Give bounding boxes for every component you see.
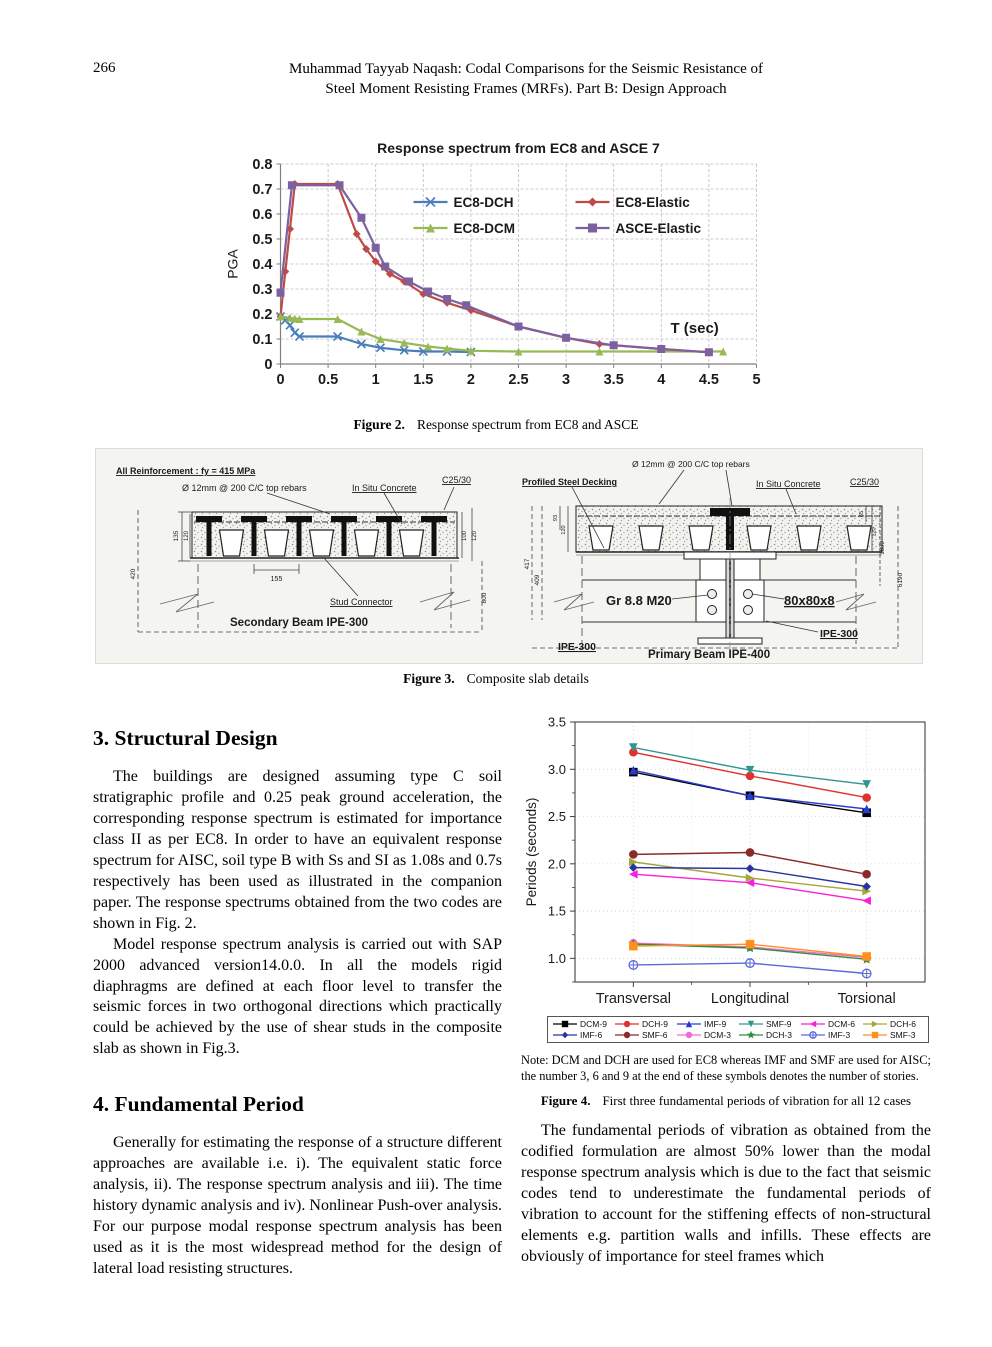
legend-entry-DCM-3: DCM-3 bbox=[676, 1030, 738, 1040]
dim-135: 135 bbox=[173, 530, 180, 542]
section-4-paragraph-1: Generally for estimating the response of a structure different approaches are available i.e. i). The equivalent static force analysis, ii). The response spectrum analysis and iii). The time history dynamic analysis and iv). Nonlinear Push-over analysis. For our purpose modal response spectrum analysis has been used as it is the most widespread method for the design of lateral load resisting structures. bbox=[93, 1134, 502, 1278]
decking-label: Profiled Steel Decking bbox=[522, 477, 618, 487]
header-title-line1: Muhammad Tayyab Naqash: Codal Comparisons for the Seismic Resistance of bbox=[288, 61, 763, 77]
dim-420: 420 bbox=[130, 568, 137, 580]
ipe300-left-label: IPE-300 bbox=[558, 641, 596, 653]
svg-text:Transversal: Transversal bbox=[595, 991, 671, 1007]
figure4-caption-text: First three fundamental periods of vibration for all 12 cases bbox=[602, 1093, 912, 1108]
svg-text:0.8: 0.8 bbox=[252, 157, 273, 173]
plate-label: 80x80x8 bbox=[784, 593, 835, 608]
figure2-response-spectrum-chart bbox=[224, 138, 769, 400]
svg-text:EC8-DCH: EC8-DCH bbox=[453, 195, 514, 210]
figure4-caption-label: Figure 4. bbox=[540, 1093, 591, 1108]
figure3-panel bbox=[95, 448, 923, 664]
svg-text:0.6: 0.6 bbox=[252, 207, 273, 223]
dim-417: 417 bbox=[524, 558, 531, 570]
section-4-paragraph-2: The fundamental periods of vibration as obtained from the codified formulation are almost 50% lower than the modal response spectrum analysis which is due to the fact that seismic codes tend to underestimate the fundamental periods of vibration to account for the stiffening effects of non-structural elements e.g. partition walls and infills. These effects are obviously of importance for steel frames which bbox=[521, 1122, 931, 1265]
figure3-caption-label: Figure 3. bbox=[403, 671, 455, 686]
deck-void bbox=[310, 530, 334, 556]
rebar-label: Ø 12mm @ 200 C/C top rebars bbox=[182, 483, 307, 493]
dim-1600: 1600 bbox=[880, 541, 886, 555]
right-column bbox=[521, 714, 931, 1280]
svg-text:T (sec): T (sec) bbox=[670, 319, 719, 337]
svg-text:1.5: 1.5 bbox=[413, 372, 434, 388]
svg-text:0.2: 0.2 bbox=[252, 307, 273, 323]
figure4-legend bbox=[547, 1016, 929, 1043]
legend-entry-DCH-9: DCH-9 bbox=[614, 1019, 676, 1029]
svg-text:3: 3 bbox=[562, 372, 571, 388]
legend-entry-DCH-3: DCH-3 bbox=[738, 1030, 800, 1040]
legend-entry-DCM-6: DCM-6 bbox=[800, 1019, 862, 1029]
svg-text:0.5: 0.5 bbox=[318, 372, 339, 388]
figure3-caption bbox=[0, 671, 992, 687]
svg-text:Periods (seconds): Periods (seconds) bbox=[524, 797, 539, 907]
svg-text:1.5: 1.5 bbox=[547, 903, 566, 919]
svg-text:Response spectrum from EC8 and: Response spectrum from EC8 and ASCE 7 bbox=[377, 140, 660, 156]
svg-text:2: 2 bbox=[466, 372, 475, 388]
section-4-heading: 4. Fundamental Period bbox=[93, 1092, 304, 1117]
dim-409: 409 bbox=[534, 574, 541, 586]
legend-entry-SMF-9: SMF-9 bbox=[738, 1019, 800, 1029]
svg-text:1.0: 1.0 bbox=[547, 950, 566, 966]
figure4-caption bbox=[521, 1093, 931, 1109]
svg-text:2.5: 2.5 bbox=[547, 809, 566, 825]
ipe300-right-label: IPE-300 bbox=[820, 628, 858, 640]
svg-text:0: 0 bbox=[276, 372, 285, 388]
svg-text:EC8-DCM: EC8-DCM bbox=[453, 221, 516, 236]
reinforcement-note: All Reinforcement : fy = 415 MPa bbox=[116, 466, 256, 476]
legend-entry-IMF-9: IMF-9 bbox=[676, 1019, 738, 1029]
figure3-right-drawing bbox=[514, 452, 914, 660]
svg-text:EC8-Elastic: EC8-Elastic bbox=[615, 195, 690, 210]
svg-text:0.5: 0.5 bbox=[252, 232, 273, 248]
svg-text:PGA: PGA bbox=[224, 249, 241, 279]
svg-text:1: 1 bbox=[371, 372, 380, 388]
figure2-caption bbox=[0, 417, 992, 433]
legend-entry-SMF-3: SMF-3 bbox=[862, 1030, 924, 1040]
primary-beam-label: Primary Beam IPE-400 bbox=[648, 649, 771, 660]
dim-155: 155 bbox=[270, 576, 283, 583]
stud-label: Stud Connector bbox=[330, 597, 393, 607]
svg-text:ASCE-Elastic: ASCE-Elastic bbox=[615, 221, 702, 236]
svg-text:2.0: 2.0 bbox=[547, 856, 566, 872]
deck-void bbox=[400, 530, 424, 556]
dim-120: 120 bbox=[184, 530, 190, 542]
grade-label: C25/30 bbox=[850, 477, 880, 487]
dim-800: 800 bbox=[481, 592, 488, 604]
legend-entry-IMF-6: IMF-6 bbox=[552, 1030, 614, 1040]
svg-text:0: 0 bbox=[264, 357, 273, 373]
svg-text:0.7: 0.7 bbox=[252, 182, 273, 198]
legend-entry-SMF-6: SMF-6 bbox=[614, 1030, 676, 1040]
legend-entry-DCH-6: DCH-6 bbox=[862, 1019, 924, 1029]
svg-text:0.3: 0.3 bbox=[252, 282, 273, 298]
dim-6190: 6190 bbox=[897, 572, 904, 588]
page-number: 266 bbox=[93, 60, 116, 76]
legend-entry-DCM-9: DCM-9 bbox=[552, 1019, 614, 1029]
svg-text:3.5: 3.5 bbox=[603, 372, 624, 388]
svg-text:Torsional: Torsional bbox=[837, 991, 896, 1007]
dim-65: 65 bbox=[859, 510, 865, 518]
dim-120b: 120 bbox=[472, 530, 478, 542]
section-3-heading: 3. Structural Design bbox=[93, 726, 278, 750]
dim-120b: 120 bbox=[871, 527, 878, 537]
section-3-paragraph-2: Model response spectrum analysis is carried out with SAP 2000 advanced version14.0.0. In all the models rigid diaphragms are defined at each floor level to transfer the seismic forces in two orthogonal directions which practically could be achieved by the use of shear studs in the composite slab as shown in Fig.3. bbox=[93, 935, 502, 1058]
figure2-caption-label: Figure 2. bbox=[353, 417, 405, 432]
figure3-caption-text: Composite slab details bbox=[466, 671, 589, 686]
rebar-label: Ø 12mm @ 200 C/C top rebars bbox=[632, 459, 750, 469]
svg-text:4: 4 bbox=[657, 372, 666, 388]
svg-text:5: 5 bbox=[752, 372, 761, 388]
dim-93: 93 bbox=[553, 514, 559, 522]
figure2 bbox=[224, 138, 769, 400]
two-column-body bbox=[93, 714, 931, 1280]
concrete-label: In Situ Concrete bbox=[756, 479, 821, 489]
legend-entry-IMF-3: IMF-3 bbox=[800, 1030, 862, 1040]
figure4-note: Note: DCM and DCH are used for EC8 whereas IMF and SMF are used for AISC; the number 3, 6 and 9 at the end of these symbols denotes the number of stories. bbox=[521, 1053, 931, 1083]
bolt-label: Gr 8.8 M20 bbox=[606, 593, 672, 608]
svg-text:4.5: 4.5 bbox=[698, 372, 719, 388]
svg-text:2.5: 2.5 bbox=[508, 372, 529, 388]
section-3-paragraph-1: The buildings are designed assuming type C soil stratigraphic profile and 0.25 peak ground acceleration, the corresponding response spectrum is estimated for importance class II as per EC8. In order to have an equivalent response spectrum for AISC, soil type B with Ss and SI as 1.08s and 0.7s respectively has been used as illustrated in the companion paper. The response spectrums obtained from the two codes are shown in Fig. 2. bbox=[93, 768, 502, 932]
svg-text:3.5: 3.5 bbox=[547, 714, 566, 730]
concrete-label: In Situ Concrete bbox=[352, 483, 417, 493]
deck-void bbox=[220, 530, 244, 556]
figure2-caption-text: Response spectrum from EC8 and ASCE bbox=[416, 417, 639, 432]
deck-void bbox=[265, 530, 289, 556]
grade-label: C25/30 bbox=[442, 475, 472, 485]
svg-text:3.0: 3.0 bbox=[547, 761, 566, 777]
figure3-left-drawing bbox=[102, 452, 502, 660]
left-column bbox=[93, 714, 502, 1280]
dim-120: 120 bbox=[561, 525, 567, 535]
svg-text:0.4: 0.4 bbox=[252, 257, 273, 273]
dim-100: 100 bbox=[462, 530, 468, 542]
svg-text:Longitudinal: Longitudinal bbox=[710, 991, 790, 1007]
figure4-periods-chart bbox=[521, 714, 933, 1012]
deck-void bbox=[355, 530, 379, 556]
header-title-line2: Steel Moment Resisting Frames (MRFs). Part B: Design Approach bbox=[325, 80, 727, 97]
secondary-beam-label: Secondary Beam IPE-300 bbox=[230, 617, 369, 629]
paper-header bbox=[120, 60, 932, 99]
svg-text:0.1: 0.1 bbox=[252, 332, 273, 348]
